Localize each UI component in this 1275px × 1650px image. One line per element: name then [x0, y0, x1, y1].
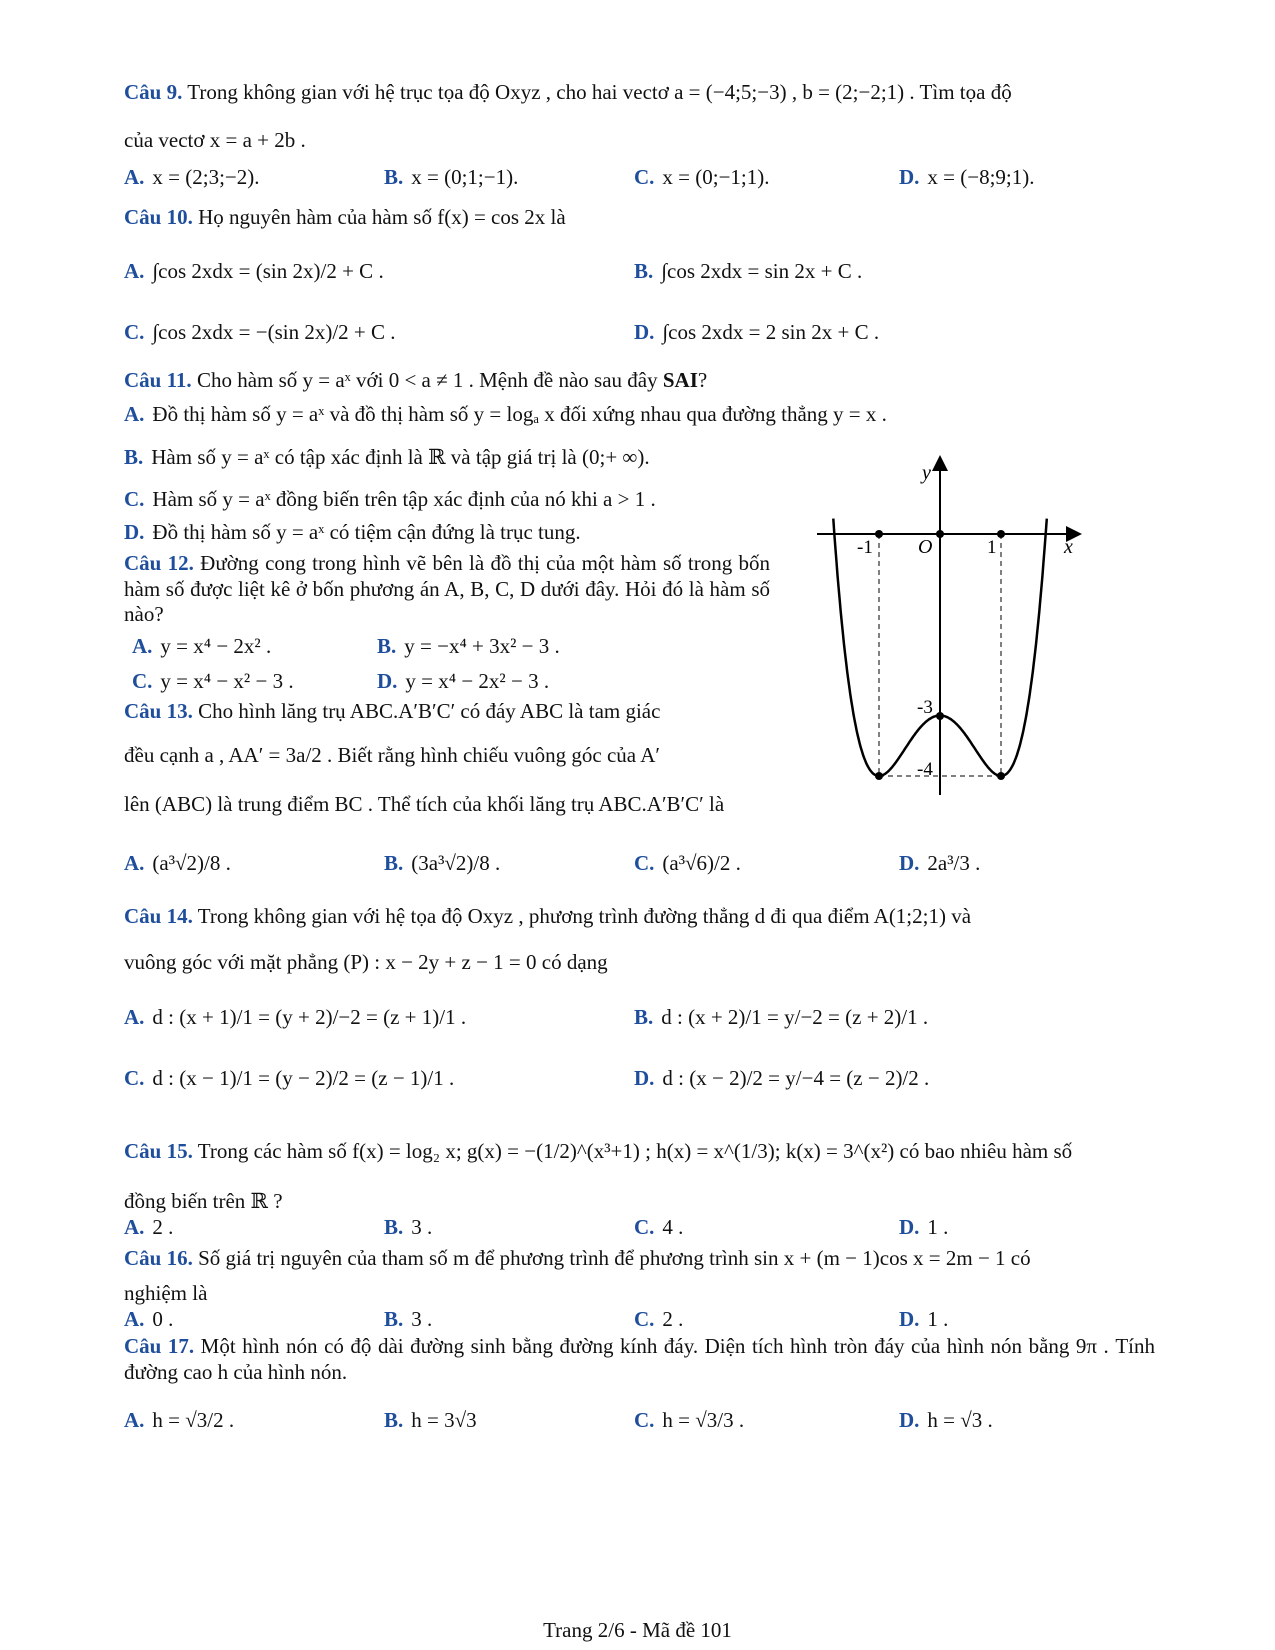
option-d[interactable]: D. 1 .	[899, 1215, 949, 1239]
question-14	[124, 904, 1155, 930]
y-axis-label: y	[922, 462, 931, 484]
option-a[interactable]: A. 2 .	[124, 1215, 174, 1239]
tick-label-neg4: -4	[917, 759, 933, 780]
option-a[interactable]: A. h = √3/2 .	[124, 1408, 235, 1432]
question-label: Câu 13.	[124, 699, 193, 723]
question-stem: Số giá trị nguyên của tham số m để phương trình để phương trình sin x + (m − 1)cos x = 2m − 1 có	[198, 1246, 1031, 1270]
function-graph	[812, 455, 1092, 805]
question-label: Câu 12.	[124, 551, 194, 575]
option-d[interactable]: D. x = (−8;9;1).	[899, 165, 1035, 189]
option-b[interactable]: B. (3a³√2)/8 .	[384, 851, 501, 875]
question-stem-line2: vuông góc với mặt phẳng (P) : x − 2y + z − 1 = 0 có dạng	[124, 950, 608, 974]
question-stem: Đường cong trong hình vẽ bên là đồ thị của một hàm số trong bốn hàm số được liệt kê ở bốn phương án A, B, C, D dưới đây. Hỏi đó là hàm số nào?	[124, 551, 770, 627]
question-label: Câu 14.	[124, 904, 193, 928]
question-stem: Trong các hàm số f(x) = log₂ x; g(x) = −(1/2)^(x³+1) ; h(x) = x^(1/3); k(x) = 3^(x²) có bao nhiêu hàm số	[197, 1139, 1073, 1163]
question-stem: Một hình nón có độ dài đường sinh bằng đường kính đáy. Diện tích hình tròn đáy của hình nón bằng 9π . Tính đường cao h của hình nón.	[124, 1334, 1155, 1384]
option-d[interactable]: D. h = √3 .	[899, 1408, 993, 1432]
question-label: Câu 10.	[124, 205, 193, 229]
question-stem-end: ?	[697, 368, 708, 392]
question-stem: Trong không gian với hệ tọa độ Oxyz , phương trình đường thẳng d đi qua điểm A(1;2;1) và	[197, 904, 972, 928]
point-origin	[936, 530, 944, 538]
question-stem: Cho hàm số y = aˣ với 0 < a ≠ 1 . Mệnh đề nào sau đây	[196, 368, 658, 392]
question-stem: Cho hình lăng trụ ABC.A′B′C′ có đáy ABC là tam giác	[198, 699, 661, 723]
option-b[interactable]: B. 3 .	[384, 1307, 433, 1331]
option-b[interactable]: B. h = 3√3	[384, 1408, 477, 1432]
question-14-options-row1	[124, 1005, 1154, 1035]
option-d[interactable]: D. d : (x − 2)/2 = y/−4 = (z − 2)/2 .	[634, 1066, 930, 1090]
question-17	[124, 1334, 1155, 1385]
option-c[interactable]: C. 2 .	[634, 1307, 684, 1331]
option-b[interactable]: B. d : (x + 2)/1 = y/−2 = (z + 2)/1 .	[634, 1005, 929, 1029]
option-a[interactable]: A. x = (2;3;−2).	[124, 165, 260, 189]
question-13	[124, 699, 770, 725]
option-a[interactable]: A. (a³√2)/8 .	[124, 851, 231, 875]
option-c[interactable]: C. 4 .	[634, 1215, 684, 1239]
point-min-right	[997, 772, 1005, 780]
point-one	[997, 530, 1005, 538]
option-b[interactable]: B. x = (0;1;−1).	[384, 165, 519, 189]
question-16-options	[124, 1307, 1154, 1337]
option-c[interactable]: C. x = (0;−1;1).	[634, 165, 770, 189]
question-stem-line3: lên (ABC) là trung điểm BC . Thể tích của khối lăng trụ ABC.A′B′C′ là	[124, 792, 725, 816]
option-c[interactable]: C. y = x⁴ − x² − 3 .	[132, 669, 294, 693]
tick-label-neg3: -3	[917, 697, 933, 718]
point-minus-one	[875, 530, 883, 538]
question-12	[124, 551, 770, 628]
question-label: Câu 15.	[124, 1139, 193, 1163]
question-9-options	[124, 165, 1154, 195]
question-10	[124, 205, 1155, 231]
question-stem-line2: đều cạnh a , AA′ = 3a/2 . Biết rằng hình chiếu vuông góc của A′	[124, 743, 660, 767]
question-stem-line2: của vectơ x = a + 2b .	[124, 128, 306, 152]
question-11-option-b[interactable]: B. Hàm số y = aˣ có tập xác định là ℝ và tập giá trị là (0;+ ∞).	[124, 445, 650, 469]
question-11-option-a[interactable]: A. Đồ thị hàm số y = aˣ và đồ thị hàm số y = logₐ x đối xứng nhau qua đường thẳng y = x .	[124, 402, 887, 426]
question-stem-line2: đồng biến trên ℝ ?	[124, 1189, 283, 1213]
option-b[interactable]: B. 3 .	[384, 1215, 433, 1239]
question-14-stem2	[124, 950, 1155, 976]
option-b[interactable]: B. y = −x⁴ + 3x² − 3 .	[377, 634, 560, 658]
point-min-left	[875, 772, 883, 780]
page-footer: Trang 2/6 - Mã đề 101	[543, 1618, 732, 1642]
question-11	[124, 368, 1155, 394]
question-17-options	[124, 1408, 1154, 1438]
option-c[interactable]: C. h = √3/3 .	[634, 1408, 745, 1432]
tick-label-neg1: -1	[857, 537, 873, 558]
option-c[interactable]: C. ∫cos 2xdx = −(sin 2x)/2 + C .	[124, 320, 396, 344]
option-b[interactable]: B. ∫cos 2xdx = sin 2x + C .	[634, 259, 863, 283]
question-13-stem2	[124, 743, 770, 769]
question-15-stem2	[124, 1189, 1155, 1215]
option-c[interactable]: C. d : (x − 1)/1 = (y − 2)/2 = (z − 1)/1 .	[124, 1066, 455, 1090]
option-a[interactable]: A. ∫cos 2xdx = (sin 2x)/2 + C .	[124, 259, 384, 283]
question-label: Câu 11.	[124, 368, 192, 392]
question-13-stem3	[124, 792, 1155, 818]
point-max	[936, 712, 944, 720]
x-axis-label: x	[1064, 536, 1073, 558]
question-label: Câu 17.	[124, 1334, 195, 1358]
question-16-stem2	[124, 1281, 1155, 1307]
question-stem-line2: nghiệm là	[124, 1281, 208, 1305]
question-label: Câu 9.	[124, 80, 183, 104]
origin-label: O	[918, 536, 933, 558]
option-a[interactable]: A. y = x⁴ − 2x² .	[132, 634, 272, 658]
question-11-option-c[interactable]: C. Hàm số y = aˣ đồng biến trên tập xác định của nó khi a > 1 .	[124, 487, 656, 511]
question-11-option-d[interactable]: D. Đồ thị hàm số y = aˣ có tiệm cận đứng là trục tung.	[124, 520, 581, 544]
option-d[interactable]: D. ∫cos 2xdx = 2 sin 2x + C .	[634, 320, 880, 344]
question-13-options	[124, 851, 1154, 881]
question-10-options-row1	[124, 259, 1154, 289]
option-d[interactable]: D. y = x⁴ − 2x² − 3 .	[377, 669, 550, 693]
question-9	[124, 80, 1155, 106]
question-stem: Họ nguyên hàm của hàm số f(x) = cos 2x là	[198, 205, 566, 229]
question-15-options	[124, 1215, 1154, 1245]
option-d[interactable]: D. 2a³/3 .	[899, 851, 981, 875]
question-10-options-row2	[124, 320, 1154, 350]
option-a[interactable]: A. d : (x + 1)/1 = (y + 2)/−2 = (z + 1)/1 .	[124, 1005, 467, 1029]
question-stem: Trong không gian với hệ trục tọa độ Oxyz , cho hai vectơ a = (−4;5;−3) , b = (2;−2;1) . Tìm tọa độ	[187, 80, 1012, 104]
question-16	[124, 1246, 1155, 1272]
question-9-stem-cont	[124, 128, 1155, 154]
question-15	[124, 1139, 1155, 1165]
option-d[interactable]: D. 1 .	[899, 1307, 949, 1331]
question-stem-emphasis: SAI	[662, 368, 698, 392]
option-c[interactable]: C. (a³√6)/2 .	[634, 851, 741, 875]
question-label: Câu 16.	[124, 1246, 193, 1270]
tick-label-1: 1	[987, 537, 997, 558]
question-14-options-row2	[124, 1066, 1154, 1096]
option-a[interactable]: A. 0 .	[124, 1307, 174, 1331]
